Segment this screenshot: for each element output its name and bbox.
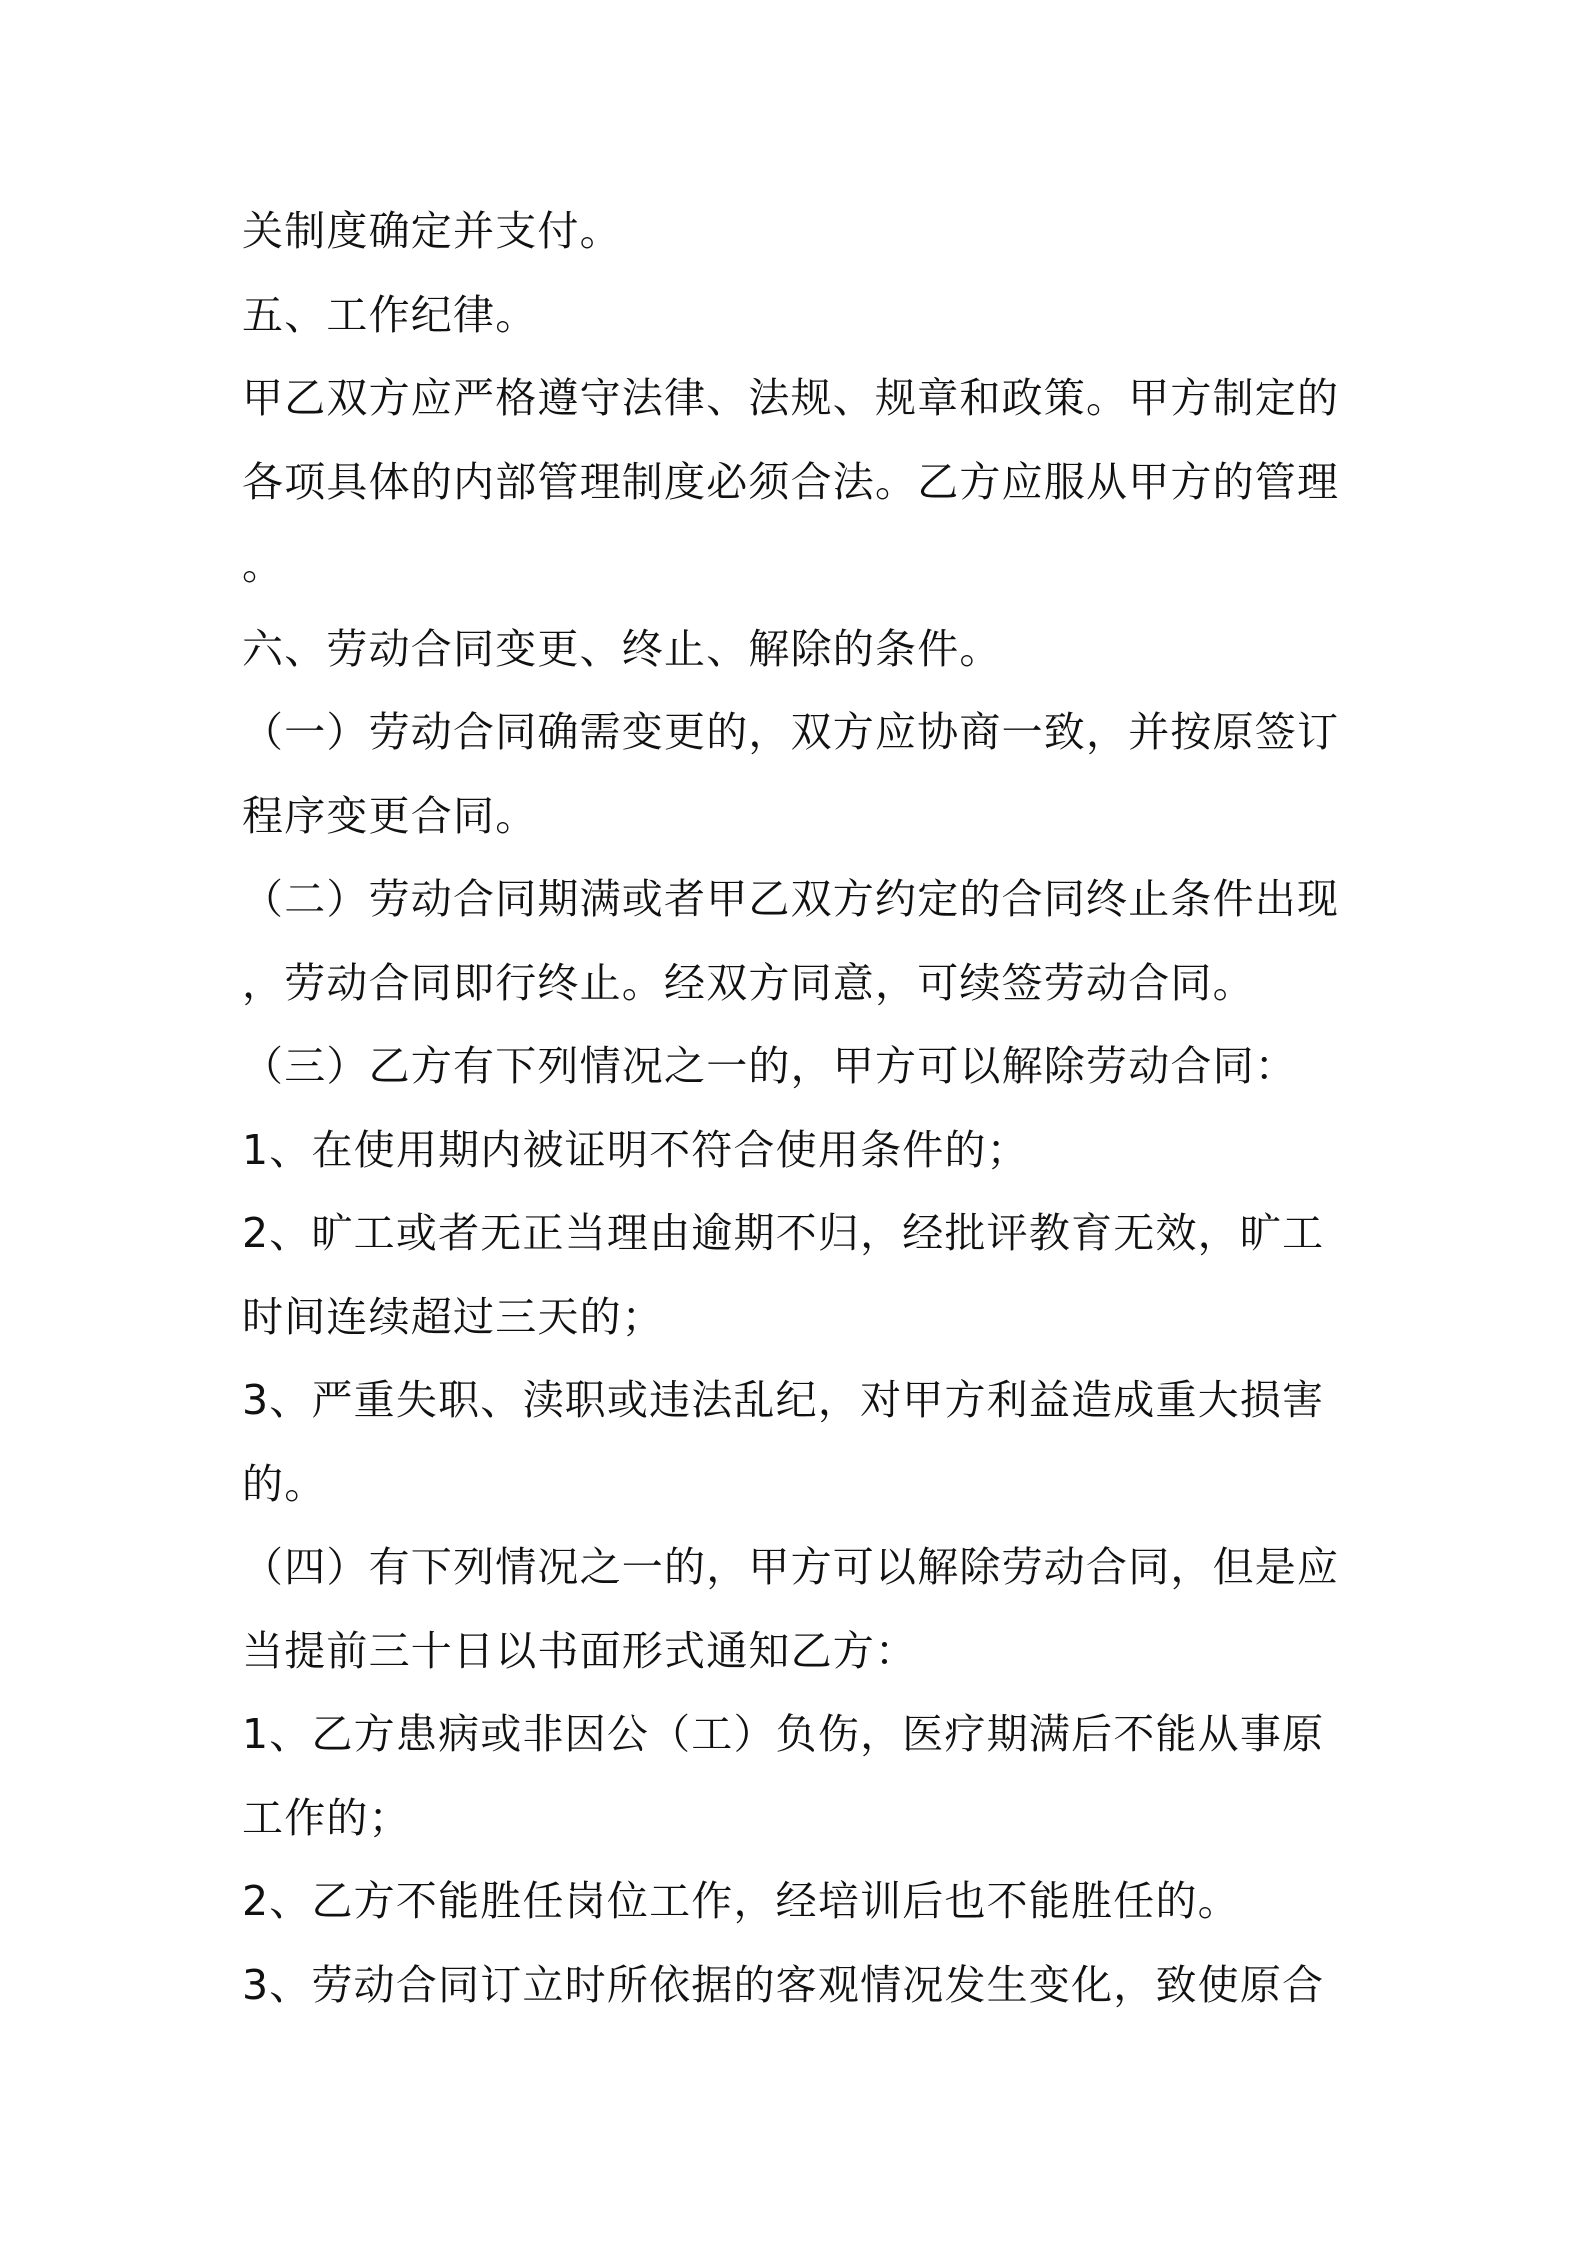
list-item: 3、劳动合同订立时所依据的客观情况发生变化，致使原合 [242,1960,1325,2009]
clause-4: （四）有下列情况之一的，甲方可以解除劳动合同，但是应 [242,1543,1340,1591]
text-line: 时间连续超过三天的； [242,1292,664,1341]
text-line: 程序变更合同。 [242,791,538,840]
section-heading-work-discipline: 五、工作纪律。 [242,290,538,339]
section-heading-contract-conditions: 六、劳动合同变更、终止、解除的条件。 [242,624,1002,673]
list-item: 2、乙方不能胜任岗位工作，经培训后也不能胜任的。 [242,1877,1240,1925]
list-item: 2、旷工或者无正当理由逾期不归，经批评教育无效，旷工 [242,1209,1325,1257]
text-line: ，劳动合同即行终止。经双方同意，可续签劳动合同。 [242,958,1255,1007]
list-item: 3、严重失职、渎职或违法乱纪，对甲方利益造成重大损害 [242,1376,1325,1424]
text-line: 当提前三十日以书面形式通知乙方： [242,1626,918,1675]
text-line: 甲乙双方应严格遵守法律、法规、规章和政策。甲方制定的 [242,374,1340,422]
text-line: 。 [242,541,285,589]
text-line: 工作的； [242,1793,411,1842]
text-line: 各项具体的内部管理制度必须合法。乙方应服从甲方的管理 [242,457,1340,506]
text-line: 的。 [242,1459,327,1508]
document-body [242,190,1362,2027]
list-item: 1、在使用期内被证明不符合使用条件的； [242,1125,1029,1174]
clause-3: （三）乙方有下列情况之一的，甲方可以解除劳动合同： [242,1042,1297,1090]
clause-2: （二）劳动合同期满或者甲乙双方约定的合同终止条件出现 [242,875,1340,923]
clause-1: （一）劳动合同确需变更的，双方应协商一致，并按原签订 [242,708,1340,756]
text-line: 关制度确定并支付。 [242,207,622,255]
list-item: 1、乙方患病或非因公（工）负伤，医疗期满后不能从事原 [242,1710,1325,1758]
